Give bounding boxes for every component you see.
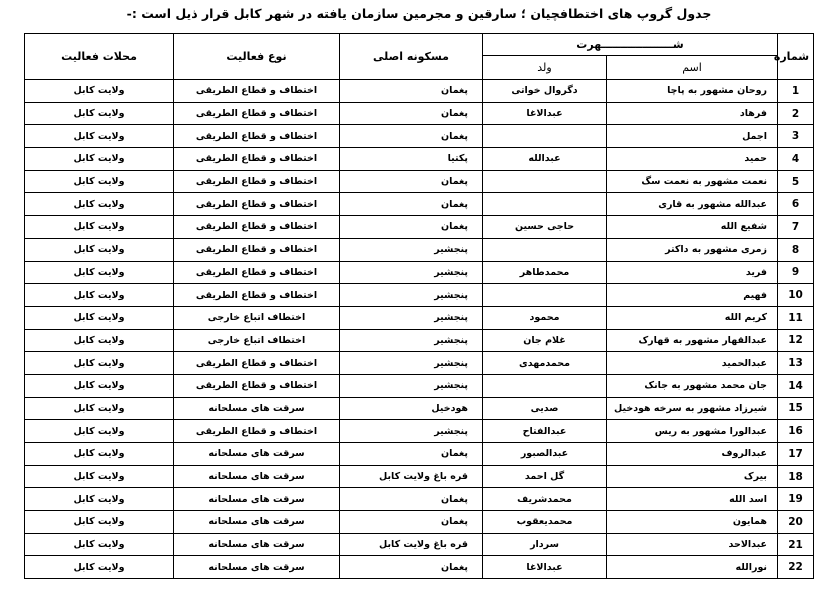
residence-cell: پغمان [340,80,483,103]
table-row [25,216,814,239]
row-number-cell: 9 [778,261,814,284]
activity-area-cell: ولایت کابل [25,261,174,284]
activity-type-cell: اختطاف و قطاع الطریقی [174,284,340,307]
table-header-row [25,34,814,56]
activity-type-cell: اختطاف و قطاع الطریقی [174,80,340,103]
person-name-cell: اجمل [607,125,778,148]
activity-area-cell: ولایت کابل [25,306,174,329]
activity-area-cell: ولایت کابل [25,238,174,261]
table-row [25,352,814,375]
residence-cell: پکتیا [340,148,483,171]
residence-cell: پنجشیر [340,352,483,375]
person-name-cell: حمید [607,148,778,171]
father-name-cell [483,284,607,307]
header-identity: شـــــــــــــــــــهرت [483,34,778,56]
activity-area-cell: ولایت کابل [25,170,174,193]
table-row [25,397,814,420]
activity-area-cell: ولایت کابل [25,216,174,239]
activity-area-cell: ولایت کابل [25,374,174,397]
father-name-cell: غلام جان [483,329,607,352]
residence-cell: پنجشیر [340,420,483,443]
row-number-cell: 14 [778,374,814,397]
activity-area-cell: ولایت کابل [25,284,174,307]
row-number-cell: 3 [778,125,814,148]
activity-type-cell: اختطاف و قطاع الطریقی [174,238,340,261]
residence-cell: قره باغ ولایت کابل [340,465,483,488]
activity-type-cell: اختطاف و قطاع الطریقی [174,374,340,397]
father-name-cell: محمدطاهر [483,261,607,284]
residence-cell: پغمان [340,488,483,511]
table-row [25,556,814,579]
person-name-cell: روحان مشهور به پاچا [607,80,778,103]
row-number-cell: 11 [778,306,814,329]
activity-type-cell: سرقت های مسلحانه [174,443,340,466]
person-name-cell: عبدالروف [607,443,778,466]
father-name-cell: محمدمهدی [483,352,607,375]
father-name-cell [483,125,607,148]
header-residence: مسکونه اصلی [340,34,483,80]
activity-area-cell: ولایت کابل [25,80,174,103]
row-number-cell: 17 [778,443,814,466]
table-row [25,533,814,556]
table-row [25,465,814,488]
father-name-cell: محمدشریف [483,488,607,511]
residence-cell: پغمان [340,556,483,579]
activity-type-cell: اختطاف و قطاع الطریقی [174,193,340,216]
residence-cell: پغمان [340,193,483,216]
activity-area-cell: ولایت کابل [25,148,174,171]
father-name-cell [483,193,607,216]
father-name-cell: عبدالاغا [483,102,607,125]
table-row [25,170,814,193]
table-row [25,284,814,307]
activity-area-cell: ولایت کابل [25,125,174,148]
row-number-cell: 15 [778,397,814,420]
row-number-cell: 18 [778,465,814,488]
activity-type-cell: اختطاف و قطاع الطریقی [174,148,340,171]
table-row [25,511,814,534]
residence-cell: پنجشیر [340,329,483,352]
residence-cell: پغمان [340,102,483,125]
activity-area-cell: ولایت کابل [25,511,174,534]
activity-type-cell: اختطاف و قطاع الطریقی [174,216,340,239]
table-row [25,80,814,103]
activity-area-cell: ولایت کابل [25,352,174,375]
row-number-cell: 12 [778,329,814,352]
row-number-cell: 6 [778,193,814,216]
father-name-cell: دگروال خواتی [483,80,607,103]
activity-type-cell: اختطاف و قطاع الطریقی [174,352,340,375]
header-activity-type: نوع فعالیت [174,34,340,80]
person-name-cell: فهیم [607,284,778,307]
table-row [25,125,814,148]
residence-cell: پنجشیر [340,261,483,284]
row-number-cell: 21 [778,533,814,556]
person-name-cell: بیرک [607,465,778,488]
activity-type-cell: اختطاف و قطاع الطریقی [174,170,340,193]
activity-type-cell: اختطاف اتباع خارجی [174,306,340,329]
father-name-cell: گل احمد [483,465,607,488]
activity-type-cell: سرقت های مسلحانه [174,397,340,420]
father-name-cell [483,238,607,261]
activity-type-cell: اختطاف و قطاع الطریقی [174,102,340,125]
criminals-table [24,33,814,579]
activity-type-cell: اختطاف و قطاع الطریقی [174,125,340,148]
activity-area-cell: ولایت کابل [25,465,174,488]
table-row [25,420,814,443]
residence-cell: پنجشیر [340,284,483,307]
activity-type-cell: سرقت های مسلحانه [174,465,340,488]
person-name-cell: نورالله [607,556,778,579]
person-name-cell: جان محمد مشهور به جانک [607,374,778,397]
row-number-cell: 13 [778,352,814,375]
person-name-cell: فرید [607,261,778,284]
residence-cell: پغمان [340,216,483,239]
person-name-cell: نعمت مشهور به نعمت سگ [607,170,778,193]
row-number-cell: 20 [778,511,814,534]
father-name-cell [483,170,607,193]
activity-area-cell: ولایت کابل [25,397,174,420]
person-name-cell: عبدالله مشهور به قاری [607,193,778,216]
activity-area-cell: ولایت کابل [25,193,174,216]
header-name: اسم [607,56,778,80]
residence-cell: پغمان [340,125,483,148]
activity-type-cell: سرقت های مسلحانه [174,533,340,556]
residence-cell: پنجشیر [340,306,483,329]
person-name-cell: اسد الله [607,488,778,511]
person-name-cell: عبدالاحد [607,533,778,556]
activity-type-cell: اختطاف و قطاع الطریقی [174,261,340,284]
person-name-cell: فرهاد [607,102,778,125]
activity-area-cell: ولایت کابل [25,488,174,511]
activity-area-cell: ولایت کابل [25,556,174,579]
table-row [25,306,814,329]
activity-type-cell: سرقت های مسلحانه [174,511,340,534]
father-name-cell: سردار [483,533,607,556]
father-name-cell: عبدالله [483,148,607,171]
table-row [25,102,814,125]
father-name-cell: صدیی [483,397,607,420]
father-name-cell: محمدیعقوب [483,511,607,534]
header-father: ولد [483,56,607,80]
activity-area-cell: ولایت کابل [25,533,174,556]
father-name-cell: عبدالصبور [483,443,607,466]
row-number-cell: 1 [778,80,814,103]
activity-area-cell: ولایت کابل [25,329,174,352]
activity-type-cell: اختطاف اتباع خارجی [174,329,340,352]
table-row [25,238,814,261]
row-number-cell: 19 [778,488,814,511]
activity-area-cell: ولایت کابل [25,443,174,466]
row-number-cell: 2 [778,102,814,125]
person-name-cell: همایون [607,511,778,534]
residence-cell: پنجشیر [340,374,483,397]
row-number-cell: 8 [778,238,814,261]
residence-cell: پغمان [340,170,483,193]
person-name-cell: شفیع الله [607,216,778,239]
person-name-cell: عبدالقهار مشهور به قهارک [607,329,778,352]
father-name-cell [483,374,607,397]
residence-cell: قره باغ ولایت کابل [340,533,483,556]
person-name-cell: کریم الله [607,306,778,329]
table-row [25,374,814,397]
residence-cell: پغمان [340,511,483,534]
person-name-cell: عبدالورا مشهور به ریس [607,420,778,443]
header-number: شماره [778,34,814,80]
row-number-cell: 5 [778,170,814,193]
father-name-cell: محمود [483,306,607,329]
father-name-cell: حاجی حسین [483,216,607,239]
father-name-cell: عبدالاغا [483,556,607,579]
table-row [25,148,814,171]
row-number-cell: 10 [778,284,814,307]
table-row [25,193,814,216]
activity-area-cell: ولایت کابل [25,420,174,443]
table-body [25,80,814,579]
residence-cell: پغمان [340,443,483,466]
residence-cell: هودخیل [340,397,483,420]
table-row [25,329,814,352]
activity-type-cell: سرقت های مسلحانه [174,488,340,511]
document-title: جدول گروپ های اختطافچیان ؛ سارقین و مجرمین سازمان یافته در شهر کابل قرار ذیل است :- [126,6,712,21]
activity-area-cell: ولایت کابل [25,102,174,125]
residence-cell: پنجشیر [340,238,483,261]
table-row [25,261,814,284]
person-name-cell: شیرزاد مشهور به سرخه هودخیل [607,397,778,420]
activity-type-cell: سرقت های مسلحانه [174,556,340,579]
father-name-cell: عبدالفتاح [483,420,607,443]
row-number-cell: 7 [778,216,814,239]
row-number-cell: 22 [778,556,814,579]
table-row [25,443,814,466]
row-number-cell: 16 [778,420,814,443]
row-number-cell: 4 [778,148,814,171]
person-name-cell: زمری مشهور به داکتر [607,238,778,261]
table-row [25,488,814,511]
activity-type-cell: اختطاف و قطاع الطریقی [174,420,340,443]
person-name-cell: عبدالحمید [607,352,778,375]
header-activity-area: محلات فعالیت [25,34,174,80]
